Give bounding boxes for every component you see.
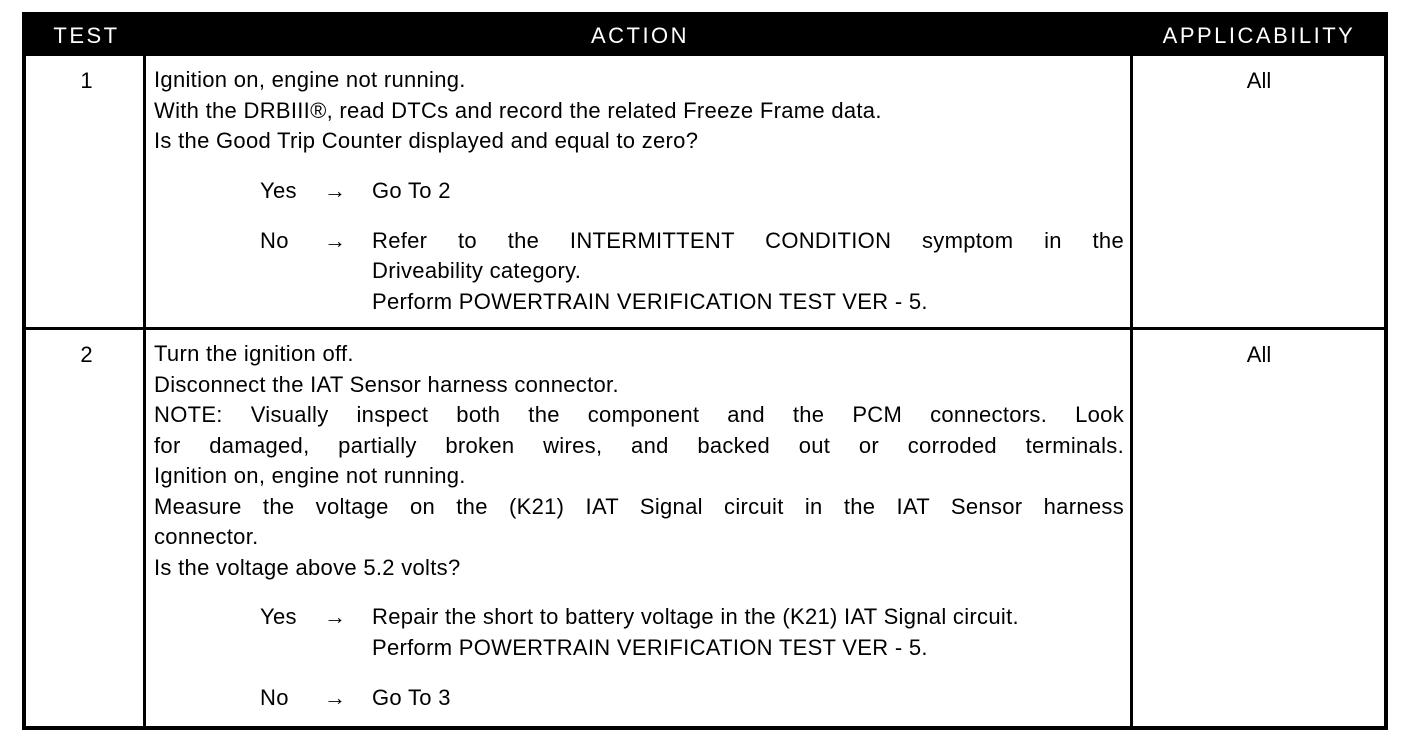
test-number-1: 1 <box>80 68 93 93</box>
arrow-right-icon: → <box>324 227 347 253</box>
header-action: ACTION <box>590 23 690 48</box>
no-text-continued: Driveability category. <box>372 258 582 283</box>
yes-text: Go To 2 <box>372 177 451 203</box>
yes-answer <box>154 602 1124 633</box>
applicability-1: All <box>1246 68 1272 93</box>
yes-label: Yes <box>260 604 297 629</box>
header-applicability: APPLICABILITY <box>1162 23 1356 48</box>
no-text: Go To 3 <box>372 684 451 710</box>
column-divider-test <box>143 56 146 726</box>
action-cell-2 <box>154 339 1124 713</box>
applicability-2: All <box>1246 342 1272 367</box>
header-test: TEST <box>53 23 120 48</box>
arrow-right-icon: → <box>324 684 347 710</box>
yes-text: Repair the short to battery voltage in the (K21) IAT Signal circuit. <box>372 604 1019 629</box>
yes-text-continued: Perform POWERTRAIN VERIFICATION TEST VER - 5. <box>372 634 928 660</box>
no-label: No <box>260 227 289 253</box>
action-line: Ignition on, engine not running. <box>154 463 466 488</box>
action-line: Turn the ignition off. <box>154 341 354 366</box>
action-cell-1 <box>154 65 1124 317</box>
action-line: connector. <box>154 524 259 549</box>
action-line: With the DRBIII®, read DTCs and record the related Freeze Frame data. <box>154 97 882 123</box>
action-line: NOTE: Visually inspect both the component and the PCM connectors. Look <box>154 402 1124 427</box>
action-line: for damaged, partially broken wires, and backed out or corroded terminals. <box>154 432 1124 458</box>
test-number-2: 2 <box>80 342 93 367</box>
table-header <box>26 16 1384 56</box>
no-text-continued: Perform POWERTRAIN VERIFICATION TEST VER - 5. <box>372 288 928 314</box>
test-table <box>22 12 1388 730</box>
no-answer <box>154 683 1124 714</box>
row-divider <box>26 327 1384 330</box>
arrow-right-icon: → <box>324 604 347 629</box>
action-line: Ignition on, engine not running. <box>154 67 466 92</box>
no-answer <box>154 226 1124 257</box>
no-label: No <box>260 684 289 710</box>
action-line: Is the Good Trip Counter displayed and equal to zero? <box>154 128 699 153</box>
column-divider-action <box>1130 56 1133 726</box>
yes-answer <box>154 176 1124 207</box>
arrow-right-icon: → <box>324 177 347 203</box>
action-line: Measure the voltage on the (K21) IAT Signal circuit in the IAT Sensor harness <box>154 493 1124 519</box>
action-line: Disconnect the IAT Sensor harness connector. <box>154 371 619 397</box>
action-line: Is the voltage above 5.2 volts? <box>154 554 461 580</box>
yes-label: Yes <box>260 177 297 203</box>
no-text: Refer to the INTERMITTENT CONDITION symptom in the <box>372 227 1124 253</box>
